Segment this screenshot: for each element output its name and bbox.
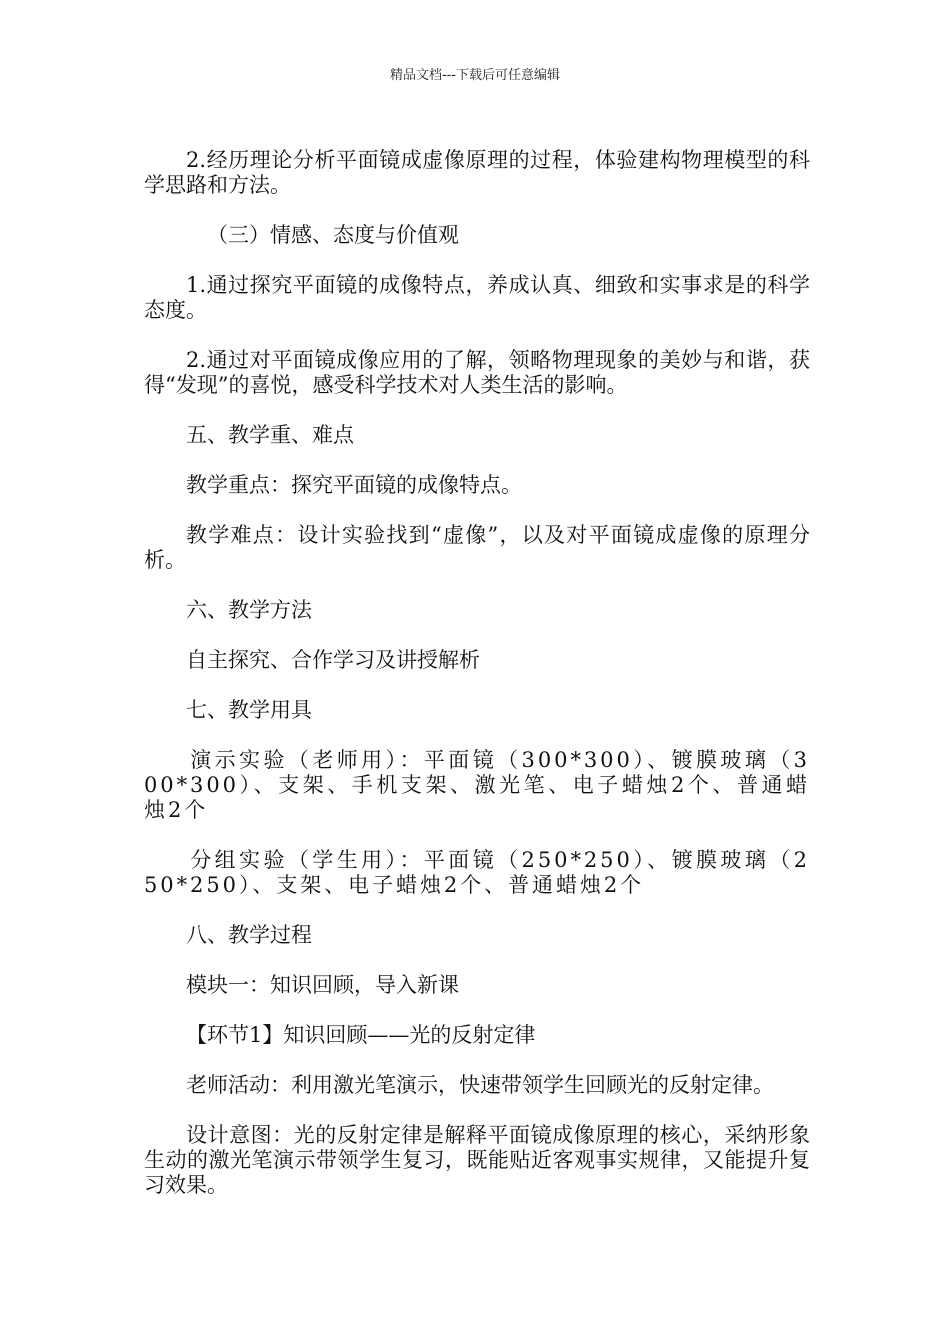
- step-heading-1: 【环节1】知识回顾——光的反射定律: [186, 1023, 536, 1047]
- section-heading-methods: 六、教学方法: [186, 598, 312, 622]
- document-body: [144, 148, 810, 1223]
- paragraph-methods: 自主探究、合作学习及讲授解析: [186, 648, 480, 672]
- paragraph-objective-2: 2.经历理论分析平面镜成虚像原理的过程，体验建构物理模型的科学思路和方法。: [144, 148, 810, 197]
- paragraph-teacher-activity: 老师活动：利用激光笔演示，快速带领学生回顾光的反射定律。: [186, 1073, 774, 1097]
- section-heading-key-points: 五、教学重、难点: [186, 423, 354, 447]
- section-heading-process: 八、教学过程: [186, 923, 312, 947]
- module-heading-1: 模块一：知识回顾，导入新课: [186, 973, 459, 997]
- paragraph-difficult-point: 教学难点：设计实验找到“虚像”，以及对平面镜成虚像的原理分析。: [144, 523, 810, 572]
- paragraph-key-point: 教学重点：探究平面镜的成像特点。: [186, 473, 522, 497]
- section-heading-emotion: （三）情感、态度与价值观: [207, 223, 459, 247]
- paragraph-demo-tools: 演示实验（老师用）：平面镜（300*300）、镀膜玻璃（300*300）、支架、手机支架、激光笔、电子蜡烛2个、普通蜡烛2个: [144, 748, 810, 822]
- page-header: 精品文档---下载后可任意编辑: [389, 68, 561, 83]
- section-heading-tools: 七、教学用具: [186, 698, 312, 722]
- paragraph-emotion-1: 1.通过探究平面镜的成像特点，养成认真、细致和实事求是的科学态度。: [144, 273, 810, 322]
- paragraph-design-intent: 设计意图：光的反射定律是解释平面镜成像原理的核心，采纳形象生动的激光笔演示带领学生复习，既能贴近客观事实规律，又能提升复习效果。: [144, 1123, 810, 1197]
- paragraph-group-tools: 分组实验（学生用）：平面镜（250*250）、镀膜玻璃（250*250）、支架、电子蜡烛2个、普通蜡烛2个: [144, 848, 810, 897]
- paragraph-emotion-2: 2.通过对平面镜成像应用的了解，领略物理现象的美妙与和谐，获得“发现”的喜悦，感受科学技术对人类生活的影响。: [144, 348, 810, 397]
